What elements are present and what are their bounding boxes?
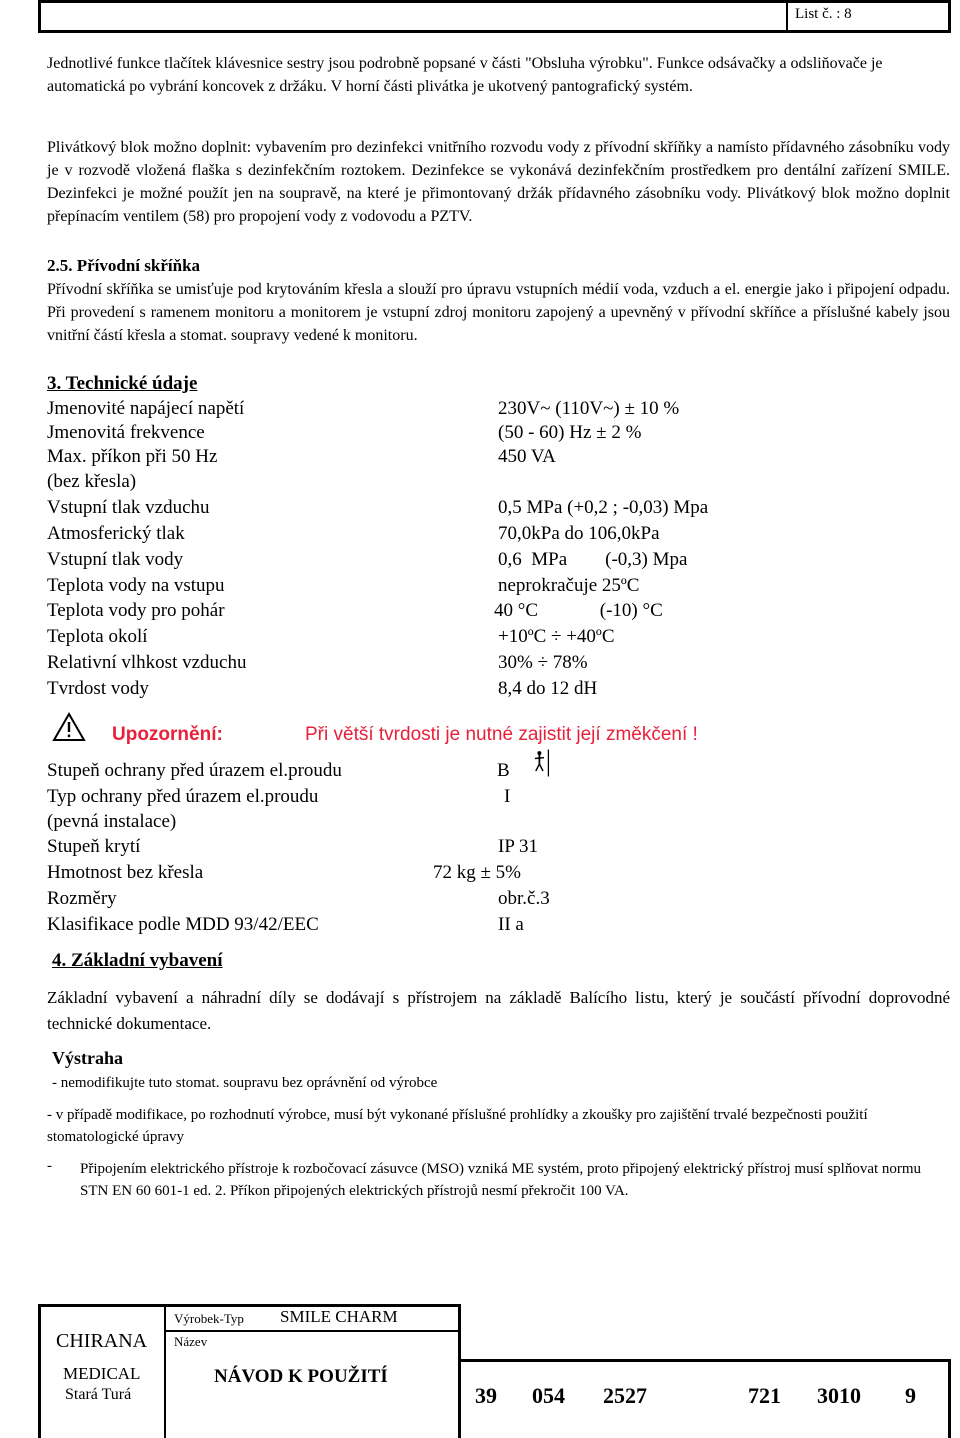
title-block-rule (458, 1304, 461, 1438)
spec-label: Teplota vody na vstupu (47, 575, 225, 596)
title-block-rule (164, 1330, 458, 1332)
spec-label: Max. příkon při 50 Hz (47, 446, 218, 467)
spec-value: obr.č.3 (498, 888, 550, 909)
spec-value: 40 °C (-10) °C (494, 600, 663, 621)
spec-value: neprokračuje 25ºC (498, 575, 640, 596)
warning-triangle-icon (52, 712, 86, 742)
type-b-applied-part-icon (534, 749, 552, 777)
spec-value: 0,5 MPa (+0,2 ; -0,03) Mpa (498, 497, 709, 518)
vystraha-line-2: - v případě modifikace, po rozhodnutí výrobce, musí být vykonané příslušné prohlídky a zkoušky pro zajištění trvalé bezpečnosti použití stomatologické úpravy (47, 1107, 868, 1145)
spec-label: (bez křesla) (47, 471, 137, 492)
spec-value: II a (498, 914, 524, 935)
spec-label: Stupeň krytí (47, 836, 141, 857)
spec-value: 230V~ (110V~) ± 10 % (498, 398, 680, 419)
spec-label: Jmenovité napájecí napětí (47, 398, 245, 419)
spec-label: Vstupní tlak vody (47, 549, 184, 570)
document-code-part: 3010 (817, 1383, 861, 1408)
header-right-rule (948, 0, 951, 33)
product-type-value: SMILE CHARM (280, 1307, 398, 1326)
company-name: CHIRANA (56, 1330, 148, 1352)
document-name-value: NÁVOD K POUŽITÍ (214, 1366, 388, 1387)
supply-box-paragraph: Přívodní skříňka se umisťuje pod krytováním křesla a slouží pro úpravu vstupních médií voda, vzduch a el. energie jako i připojení odpadu. Při provedení s ramenem monitoru a monitorem je vstupní zdroj monitoru zapojený a upevněný v přívodní skříňce a příslušné kabely jsou vnitřní částí křesla a stomat. soupravy vedené k monitoru. (47, 281, 950, 344)
warning-text: Při větší tvrdosti je nutné zajistit její změkčení ! (305, 724, 698, 745)
spec-label: Rozměry (47, 888, 117, 909)
spec-label: (pevná instalace) (47, 811, 177, 832)
header-bottom-rule (38, 30, 950, 33)
spec-label: Tvrdost vody (47, 678, 149, 699)
spec-value: 70,0kPa do 106,0kPa (498, 523, 660, 544)
document-code-part: 721 (748, 1383, 781, 1408)
intro-paragraph: Jednotlivé funkce tlačítek klávesnice sestry jsou podrobně popsané v části "Obsluha výrobku". Funkce odsávačky a odsliňovače je automatická po vybrání koncovek z držáku. V horní části plivátka je ukotvený pantografický systém. (47, 55, 883, 95)
spec-label: Teplota vody pro pohár (47, 600, 225, 621)
company-city: Stará Turá (65, 1386, 132, 1403)
spec-label: Klasifikace podle MDD 93/42/EEC (47, 914, 319, 935)
basic-equipment-paragraph: Základní vybavení a náhradní díly se dodávají s přístrojem na základě Balícího listu, který je součástí přívodní doprovodné technické dokumentace. (47, 988, 950, 1033)
section-heading-technical-data: 3. Technické údaje (47, 373, 198, 394)
title-block-rule (458, 1359, 950, 1362)
spec-value: B (497, 760, 510, 781)
warning-title: Upozornění: (112, 724, 223, 745)
vystraha-dash: - (47, 1158, 52, 1174)
product-type-label: Výrobek-Typ (174, 1311, 244, 1326)
header-top-rule (38, 0, 950, 3)
title-block-rule (948, 1359, 951, 1438)
spec-value: IP 31 (498, 836, 538, 857)
title-block-rule (164, 1304, 166, 1438)
header-left-rule (38, 0, 41, 33)
section-heading-basic-equipment: 4. Základní vybavení (52, 950, 223, 971)
document-code-part: 054 (532, 1383, 565, 1408)
vystraha-line-1: - nemodifikujte tuto stomat. soupravu bez oprávnění od výrobce (52, 1075, 438, 1091)
spec-value: I (504, 786, 511, 807)
vystraha-line-3: Připojením elektrického přístroje k rozbočovací zásuvce (MSO) vzniká ME systém, proto připojený elektrický přístroj musí splňovat normu STN EN 60 601-1 ed. 2. Příkon připojených elektrických přístrojů nesmí překročit 100 VA. (80, 1161, 922, 1199)
document-code-part: 2527 (603, 1383, 647, 1408)
spec-value: 0,6 MPa (-0,3) Mpa (498, 549, 688, 570)
spec-value: 72 kg ± 5% (433, 862, 522, 883)
document-name-label: Název (174, 1334, 208, 1349)
spec-label: Hmotnost bez křesla (47, 862, 204, 883)
document-code-part: 39 (475, 1383, 497, 1408)
section-heading-supply-box: 2.5. Přívodní skříňka (47, 256, 201, 275)
sheet-number: List č. : 8 (795, 6, 852, 22)
company-name-2: MEDICAL (63, 1364, 141, 1383)
spec-label: Stupeň ochrany před úrazem el.proudu (47, 760, 342, 781)
document-code-part: 9 (905, 1383, 916, 1408)
spec-label: Teplota okolí (47, 626, 148, 647)
spec-value: 30% ÷ 78% (498, 652, 588, 673)
title-block-rule (38, 1304, 41, 1438)
spec-label: Typ ochrany před úrazem el.proudu (47, 786, 319, 807)
disinfection-paragraph: Plivátkový blok možno doplnit: vybavením pro dezinfekci vnitřního rozvodu vody z přívodní skříňky a namísto přídavného zásobníku vody je v rozvodě vložená flaška s dezinfekčním roztokem. Dezinfekce se vykonává dezinfekčním prostředkem pro dentální zařízení SMILE. Dezinfekci je možné použít jen na soupravě, na které je přimontovaný držák přídavného zásobníku vody. Plivátkový blok možno doplnit přepínacím ventilem (58) pro propojení vody z vodovodu a PZTV. (47, 139, 950, 225)
spec-label: Vstupní tlak vzduchu (47, 497, 210, 518)
spec-value: +10ºC ÷ +40ºC (498, 626, 615, 647)
spec-label: Relativní vlhkost vzduchu (47, 652, 247, 673)
spec-label: Atmosferický tlak (47, 523, 185, 544)
vystraha-heading: Výstraha (52, 1048, 123, 1068)
spec-value: (50 - 60) Hz ± 2 % (498, 422, 642, 443)
spec-value: 8,4 do 12 dH (498, 678, 598, 699)
spec-value: 450 VA (498, 446, 556, 467)
header-divider-rule (786, 0, 788, 33)
spec-label: Jmenovitá frekvence (47, 422, 205, 443)
